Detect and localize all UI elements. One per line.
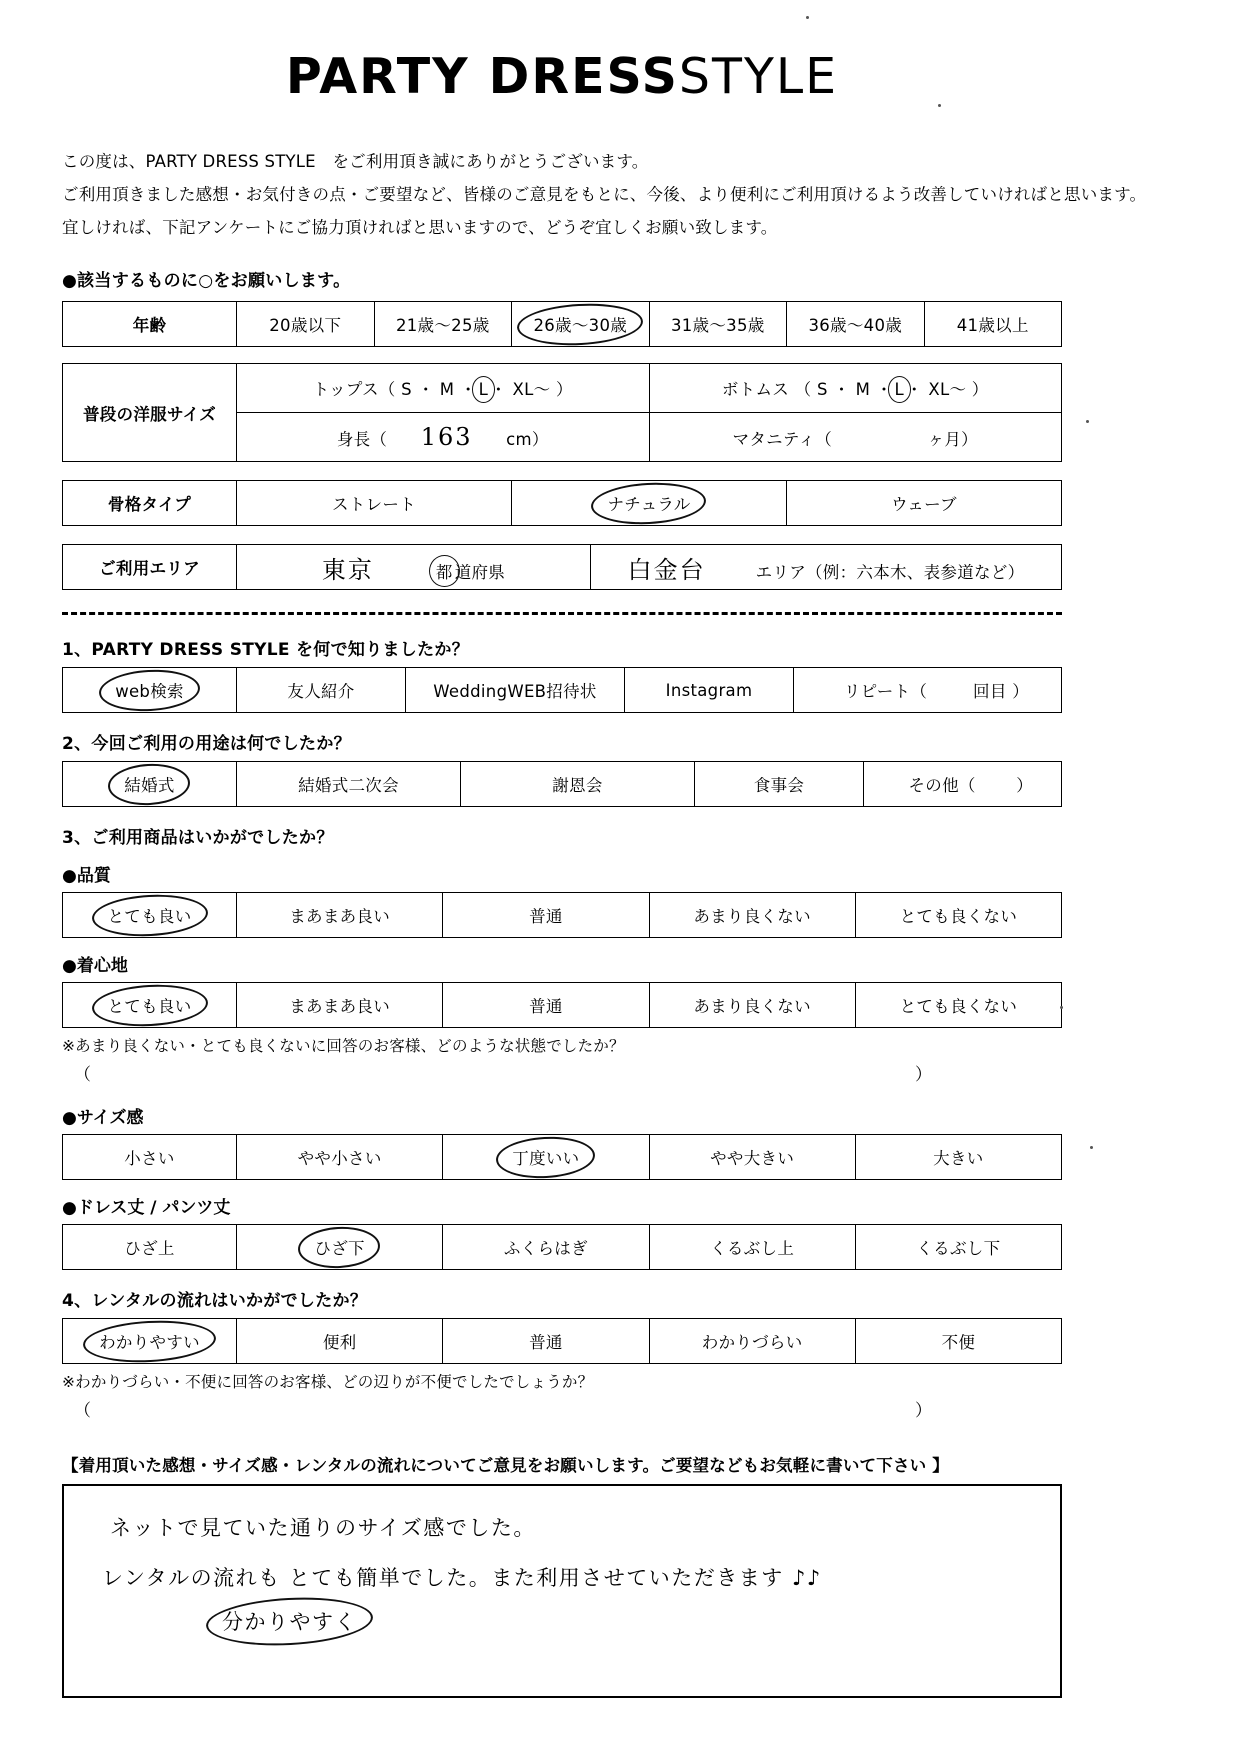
- length-option-label: ふくらはぎ: [503, 1239, 588, 1258]
- q3-comfort-table: [62, 982, 1062, 1028]
- q4-option-label: 不便: [941, 1333, 976, 1352]
- q2-option-3[interactable]: [695, 762, 864, 807]
- fit-option-1[interactable]: [237, 1135, 443, 1180]
- section-divider: [62, 612, 1062, 615]
- age-option-label: 41歳以上: [956, 316, 1029, 335]
- q2-option-0[interactable]: [63, 762, 237, 807]
- brand-name-bold: PARTY DRESS: [285, 48, 679, 105]
- quality-option-2[interactable]: [443, 893, 649, 938]
- free-comment-line-3: [212, 1604, 367, 1638]
- table-row: [63, 364, 1062, 413]
- free-comment-box[interactable]: [62, 1484, 1062, 1698]
- body-type-option-1[interactable]: [512, 481, 787, 526]
- length-option-2[interactable]: [443, 1225, 649, 1270]
- q1-option-3[interactable]: [625, 668, 794, 713]
- age-option-4[interactable]: [787, 302, 925, 347]
- q4-heading: 4、レンタルの流れはいかがでしたか？: [62, 1291, 368, 1311]
- prefecture-cell[interactable]: [237, 545, 591, 590]
- q2-other-cell[interactable]: [864, 762, 1062, 807]
- q4-option-4[interactable]: [855, 1319, 1061, 1364]
- q2-selected-mark: [114, 770, 184, 798]
- scan-speck: [806, 16, 809, 19]
- intro-paragraph: [62, 145, 1147, 244]
- q3-fit-table: [62, 1134, 1062, 1180]
- body-type-option-label: ストレート: [332, 495, 416, 514]
- table-row: [63, 1225, 1062, 1270]
- table-row: [63, 302, 1062, 347]
- q4-option-label: わかりづらい: [701, 1333, 803, 1352]
- page-title: [62, 0, 1062, 115]
- comfort-option-2[interactable]: [443, 983, 649, 1028]
- q4-option-label: 普通: [529, 1333, 563, 1352]
- area-name-cell[interactable]: [591, 545, 1062, 590]
- fit-option-4[interactable]: [855, 1135, 1061, 1180]
- q1-option-0[interactable]: [63, 668, 237, 713]
- q1-repeat-label: リピート（: [843, 682, 928, 701]
- q1-table: [62, 667, 1062, 713]
- q2-table: [62, 761, 1062, 807]
- age-option-1[interactable]: [374, 302, 512, 347]
- q1-selected-mark: [105, 676, 194, 704]
- length-option-label: くるぶし下: [916, 1239, 1001, 1258]
- tops-size-value: L: [478, 380, 489, 399]
- age-option-label: 31歳〜35歳: [670, 316, 765, 335]
- table-row: [63, 545, 1062, 590]
- length-option-3[interactable]: [649, 1225, 855, 1270]
- body-type-table: [62, 480, 1062, 526]
- scan-speck: [938, 104, 941, 107]
- fit-option-2[interactable]: [443, 1135, 649, 1180]
- q3-fit-label: ●サイズ感: [62, 1108, 144, 1128]
- body-type-option-0[interactable]: [237, 481, 512, 526]
- bottoms-size-value: L: [894, 380, 905, 399]
- q1-option-4[interactable]: [794, 668, 1062, 713]
- q1-option-label: 友人紹介: [287, 682, 355, 701]
- length-option-0[interactable]: [63, 1225, 237, 1270]
- q1-heading: 1、PARTY DRESS STYLE を何で知りましたか？: [62, 640, 470, 660]
- table-row: [63, 762, 1062, 807]
- intro-line-3: 宜しければ、下記アンケートにご協力頂ければと思いますので、どうぞ宜しくお願い致します。: [62, 218, 778, 237]
- q2-option-label: 謝恩会: [552, 776, 603, 795]
- q4-option-label: 便利: [322, 1333, 357, 1352]
- q2-heading: 2、今回ご利用の用途は何でしたか？: [62, 734, 351, 754]
- bottoms-size-cell[interactable]: [649, 364, 1062, 413]
- scan-speck: [1086, 420, 1089, 423]
- maternity-cell[interactable]: [649, 413, 1062, 462]
- age-option-selected-mark: [523, 310, 637, 338]
- age-label: 年齢: [63, 302, 237, 347]
- paren-close: ）: [915, 1065, 932, 1085]
- table-row: [63, 668, 1062, 713]
- age-option-2[interactable]: [512, 302, 650, 347]
- paren-close: ）: [915, 1401, 932, 1421]
- body-type-option-label: ナチュラル: [607, 495, 691, 514]
- fit-option-label: 丁度いい: [512, 1149, 580, 1168]
- comfort-option-label: まあまあ良い: [289, 997, 391, 1016]
- q1-option-2[interactable]: [406, 668, 625, 713]
- age-option-label: 26歳〜30歳: [533, 316, 628, 335]
- q2-other-close: ）: [1016, 776, 1033, 795]
- free-comment-heading: 【着用頂いた感想・サイズ感・レンタルの流れについてご意見をお願いします。ご要望などもお気軽に書いて下さい 】: [62, 1456, 950, 1475]
- comfort-answer-field[interactable]: [62, 1056, 1062, 1090]
- length-option-4[interactable]: [855, 1225, 1061, 1270]
- age-option-0[interactable]: [237, 302, 375, 347]
- q4-table: [62, 1318, 1062, 1364]
- comfort-option-4[interactable]: [855, 983, 1061, 1028]
- comfort-option-3[interactable]: [649, 983, 855, 1028]
- comfort-option-label: とても良くない: [899, 997, 1018, 1016]
- comfort-note: ※あまり良くない・とても良くないに回答のお客様、どのような状態でしたか？: [62, 1037, 625, 1055]
- free-comment-line-3-text: 分かりやすく: [222, 1610, 357, 1634]
- intro-line-1: この度は、PARTY DRESS STYLE をご利用頂き誠にありがとうございます。: [62, 152, 649, 171]
- area-hint: エリア（例：六本木、表参道など）: [755, 562, 1025, 582]
- age-table: [62, 301, 1062, 347]
- quality-option-label: とても良くない: [899, 907, 1018, 926]
- comfort-selected-mark: [98, 991, 202, 1019]
- comfort-option-label: 普通: [529, 997, 563, 1016]
- table-row: [63, 893, 1062, 938]
- length-option-label: ひざ下: [314, 1239, 365, 1258]
- quality-option-label: 普通: [529, 907, 563, 926]
- q1-option-label: Instagram: [665, 680, 753, 700]
- fit-option-label: やや大きい: [710, 1149, 795, 1168]
- q2-option-label: 結婚式: [124, 776, 175, 795]
- prefecture-rest: 道府県: [454, 562, 506, 582]
- area-label: ご利用エリア: [63, 545, 237, 590]
- tops-size-selected-mark: [477, 380, 491, 399]
- comfort-option-label: とても良い: [107, 997, 192, 1016]
- age-option-5[interactable]: [924, 302, 1062, 347]
- quality-option-4[interactable]: [855, 893, 1061, 938]
- height-value: 163: [420, 423, 473, 451]
- body-type-selected-mark: [597, 489, 700, 517]
- q2-option-2[interactable]: [461, 762, 695, 807]
- q4-option-0[interactable]: [63, 1319, 237, 1364]
- comfort-option-0[interactable]: [63, 983, 237, 1028]
- body-type-option-label: ウェーブ: [891, 495, 957, 514]
- q3-comfort-label: ●着心地: [62, 956, 128, 976]
- quality-option-0[interactable]: [63, 893, 237, 938]
- tops-size-cell[interactable]: [237, 364, 650, 413]
- free-comment-line-2: レンタルの流れも とても簡単でした。また利用させていただきます ♪♪: [102, 1566, 822, 1590]
- table-row: [63, 481, 1062, 526]
- prefecture-selected-mark: [434, 559, 455, 583]
- quality-option-label: とても良い: [107, 907, 192, 926]
- q1-option-1[interactable]: [237, 668, 406, 713]
- fit-option-0[interactable]: [63, 1135, 237, 1180]
- fit-option-label: 大きい: [933, 1149, 984, 1168]
- prefecture-value: 東京: [321, 555, 374, 584]
- height-prefix: 身長（: [336, 430, 388, 449]
- q3-quality-label: ●品質: [62, 866, 111, 886]
- q4-note: ※わかりづらい・不便に回答のお客様、どの辺りが不便でしたでしょうか？: [62, 1373, 594, 1391]
- q2-other-label: その他（: [908, 776, 976, 795]
- length-selected-mark: [304, 1233, 374, 1261]
- free-comment-circled-mark: [212, 1604, 367, 1638]
- table-row: [63, 983, 1062, 1028]
- age-option-label: 21歳〜25歳: [395, 316, 490, 335]
- age-option-label: 36歳〜40歳: [808, 316, 903, 335]
- scan-speck: [1090, 1146, 1093, 1149]
- q3-length-table: [62, 1224, 1062, 1270]
- q3-length-label: ●ドレス丈 / パンツ丈: [62, 1198, 231, 1218]
- brand-name-light: STYLE: [678, 48, 839, 105]
- paren-open: （: [74, 1401, 91, 1421]
- free-comment-line-1: ネットで見ていた通りのサイズ感でした。: [110, 1516, 536, 1540]
- area-value: 白金台: [627, 555, 706, 584]
- table-row: [63, 1135, 1062, 1180]
- quality-selected-mark: [98, 901, 202, 929]
- height-unit: cm）: [506, 430, 549, 449]
- q3-heading: 3、ご利用商品はいかがでしたか？: [62, 828, 334, 848]
- quality-option-3[interactable]: [649, 893, 855, 938]
- q4-option-2[interactable]: [443, 1319, 649, 1364]
- fit-option-3[interactable]: [649, 1135, 855, 1180]
- clothing-size-table: [62, 363, 1062, 462]
- quality-option-label: まあまあ良い: [289, 907, 391, 926]
- intro-line-2: ご利用頂きました感想・お気付きの点・ご要望など、皆様のご意見をもとに、今後、より便利にご利用頂けるよう改善していければと思います。: [62, 185, 1147, 204]
- q3-quality-table: [62, 892, 1062, 938]
- q1-repeat-suffix: 回目 ）: [973, 682, 1029, 701]
- table-row: [63, 1319, 1062, 1364]
- height-cell[interactable]: [237, 413, 650, 462]
- q4-option-1[interactable]: [237, 1319, 443, 1364]
- q4-answer-field[interactable]: [62, 1392, 1062, 1426]
- bottoms-size-selected-mark: [893, 380, 907, 399]
- bottoms-prefix: ボトムス （ S ・ M ・: [721, 380, 893, 399]
- comfort-option-1[interactable]: [237, 983, 443, 1028]
- maternity-unit: ヶ月）: [927, 430, 978, 449]
- length-option-1[interactable]: [237, 1225, 443, 1270]
- q4-option-label: わかりやすい: [99, 1333, 200, 1352]
- area-table: [62, 544, 1062, 590]
- age-option-label: 20歳以下: [269, 316, 342, 335]
- bottoms-suffix: ・ XL〜 ）: [906, 380, 989, 399]
- prefecture-circled-char: 都: [435, 562, 453, 582]
- q2-option-label: 食事会: [753, 776, 805, 795]
- comfort-option-label: あまり良くない: [693, 997, 811, 1016]
- fit-option-label: やや小さい: [297, 1149, 382, 1168]
- body-type-option-2[interactable]: [787, 481, 1062, 526]
- instruction-text: ●該当するものに○をお願いします。: [62, 271, 351, 291]
- q2-option-1[interactable]: [237, 762, 461, 807]
- age-option-3[interactable]: [649, 302, 787, 347]
- quality-option-label: あまり良くない: [693, 907, 811, 926]
- q2-option-label: 結婚式二次会: [298, 776, 399, 795]
- paren-open: （: [74, 1065, 91, 1085]
- tops-suffix: ・ XL〜 ）: [490, 380, 573, 399]
- q4-selected-mark: [89, 1327, 210, 1355]
- clothing-size-label: 普段の洋服サイズ: [63, 364, 237, 462]
- q1-option-label: web検索: [115, 682, 184, 701]
- scan-speck: [1060, 1006, 1063, 1009]
- q4-option-3[interactable]: [649, 1319, 855, 1364]
- quality-option-1[interactable]: [237, 893, 443, 938]
- fit-option-label: 小さい: [124, 1149, 175, 1168]
- body-type-label: 骨格タイプ: [63, 481, 237, 526]
- fit-selected-mark: [502, 1143, 589, 1171]
- tops-prefix: トップス（ S ・ M ・: [312, 380, 477, 399]
- q1-option-label: WeddingWEB招待状: [433, 682, 597, 701]
- length-option-label: ひざ上: [124, 1239, 175, 1258]
- length-option-label: くるぶし上: [710, 1239, 795, 1258]
- maternity-prefix: マタニティ（: [732, 430, 833, 449]
